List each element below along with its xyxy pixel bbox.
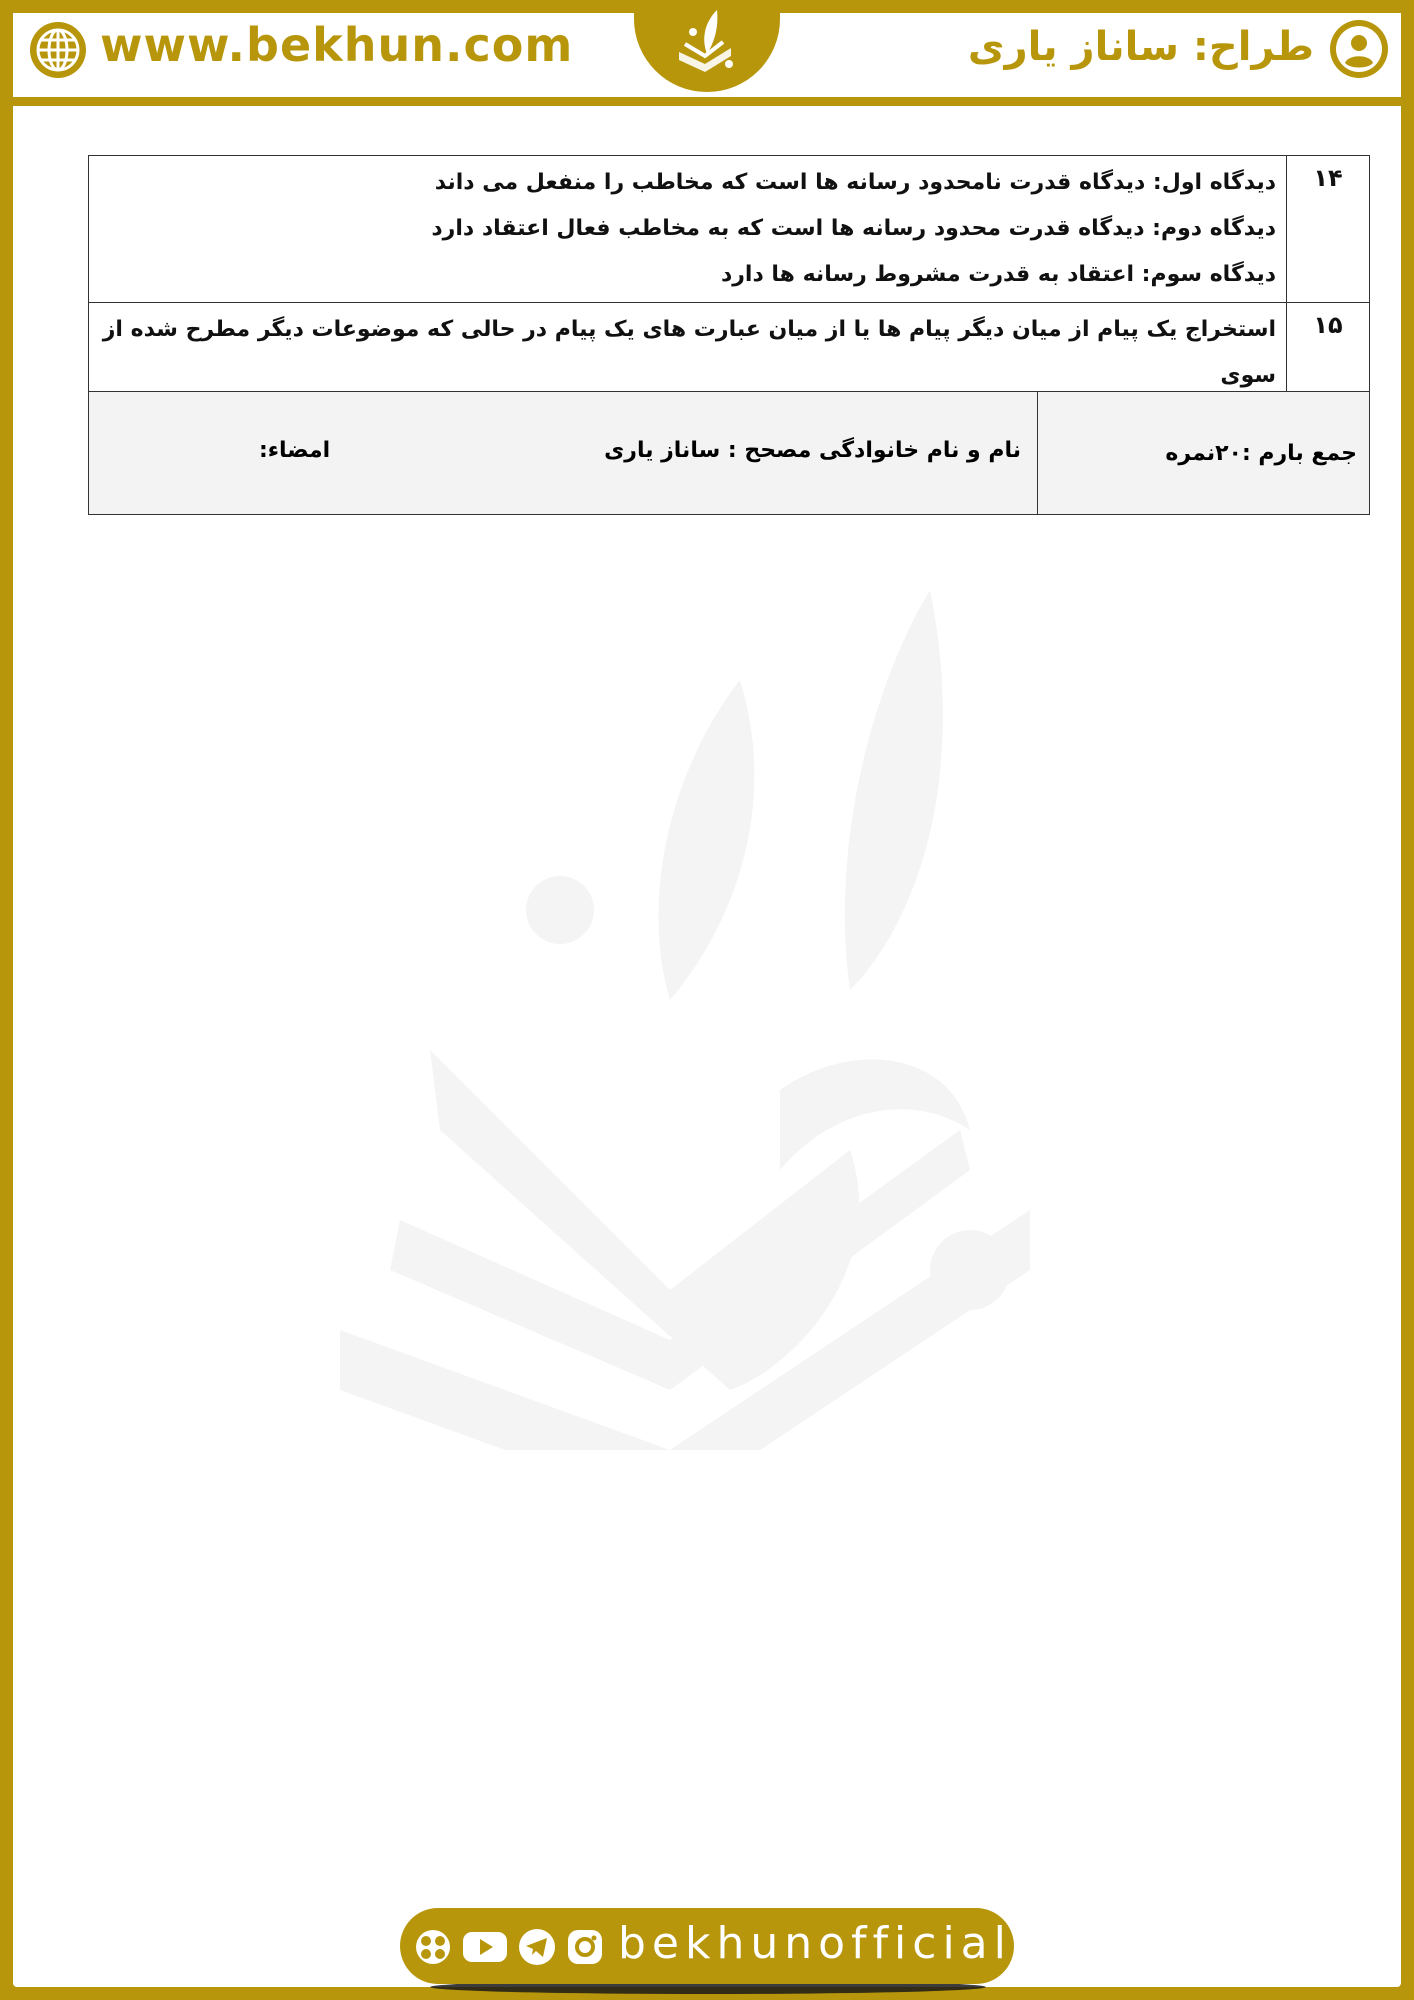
logo-mark-icon [657, 4, 757, 88]
globe-icon [28, 20, 88, 80]
social-handle[interactable]: bekhunofficial [618, 1918, 1012, 1969]
answer-line: دیدگاه دوم: دیدگاه قدرت محدود رسانه ها است که به مخاطب فعال اعتقاد دارد [431, 216, 1276, 241]
grader-name: نام و نام خانوادگی مصحح : ساناز یاری [604, 438, 1021, 463]
telegram-icon[interactable] [518, 1928, 556, 1966]
answer-line: دیدگاه اول: دیدگاه قدرت نامحدود رسانه ها است که مخاطب را منفعل می داند [434, 170, 1276, 195]
answer-line: استخراج یک پیام از میان دیگر پیام ها یا از میان عبارت های یک پیام در حالی که موضوعات دیگر مطرح شده از سوی [102, 317, 1276, 388]
designer-name: طراح: ساناز یاری [967, 24, 1314, 70]
site-url[interactable]: www.bekhun.com [100, 18, 574, 72]
signature-label: امضاء: [259, 438, 331, 463]
youtube-icon[interactable] [462, 1928, 508, 1966]
logo-watermark [310, 570, 1110, 1450]
grader-cell [89, 392, 1038, 515]
user-icon [1328, 18, 1390, 80]
instagram-icon[interactable] [566, 1928, 604, 1966]
answer-cell [89, 156, 1287, 303]
total-score: جمع بارم :۲۰نمره [1038, 392, 1370, 515]
answer-line: دیدگاه سوم: اعتقاد به قدرت مشروط رسانه ها دارد [720, 262, 1276, 287]
aparat-icon[interactable] [414, 1928, 452, 1966]
score-table [88, 391, 1370, 515]
question-number: ۱۴ [1287, 156, 1370, 303]
table-row [89, 392, 1370, 515]
social-bar[interactable] [400, 1908, 1014, 1984]
question-number: ۱۵ [1287, 303, 1370, 450]
table-row [89, 156, 1370, 303]
